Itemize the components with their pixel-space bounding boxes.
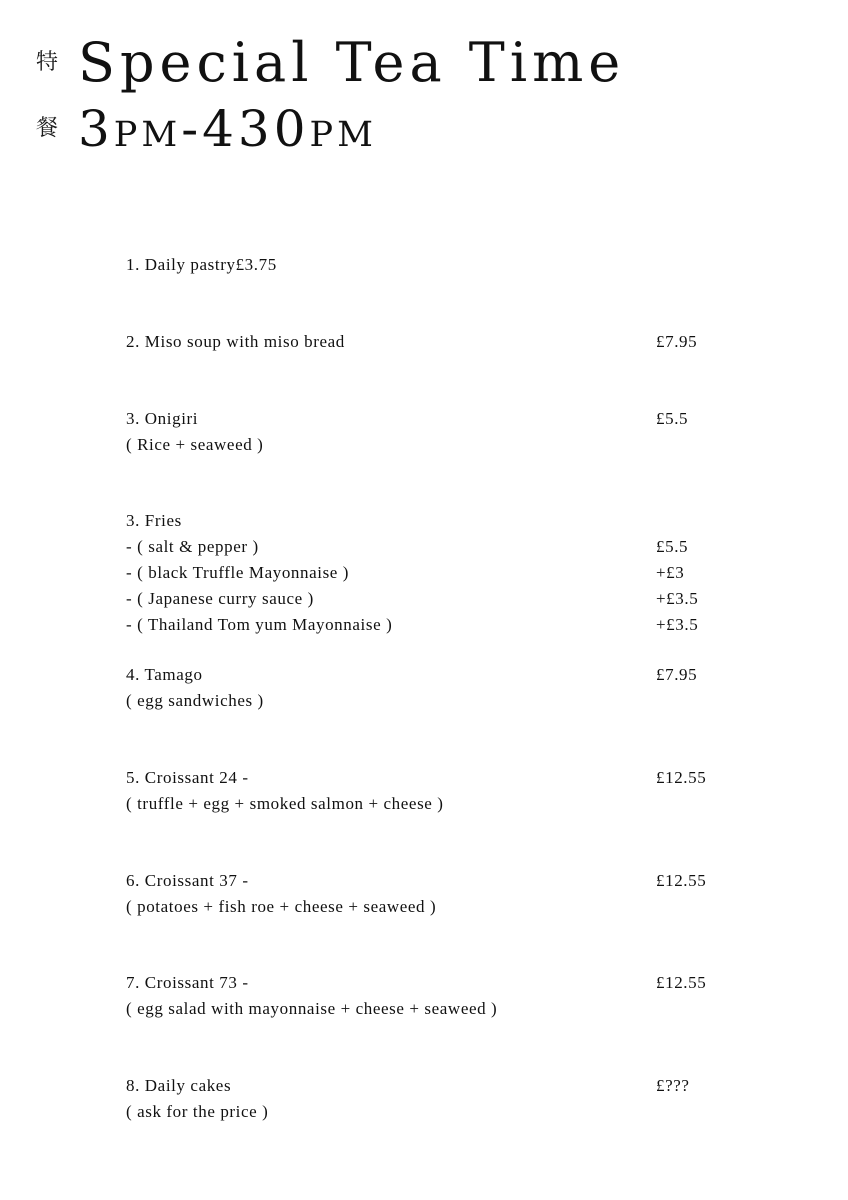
item-name: 8. Daily cakes [126,1076,232,1095]
option-label: - ( black Truffle Mayonnaise ) [126,563,350,582]
menu-item-daily-pastry [126,252,326,278]
fries-option [126,560,746,586]
option-price: +£3.5 [656,589,699,608]
menu-item-onigiri [126,406,746,458]
cjk-character-special: 特 [36,50,59,75]
item-name: 3. Fries [126,511,182,530]
item-price: £??? [656,1076,690,1095]
menu-item-croissant-73 [126,970,746,1022]
item-price: £12.55 [656,973,707,992]
item-name: 6. Croissant 37 - [126,871,249,890]
item-name: 7. Croissant 73 - [126,973,249,992]
item-price: £7.95 [656,332,698,351]
cjk-character-meal: 餐 [36,116,59,141]
option-price: +£3.5 [656,615,699,634]
item-description: ( truffle + egg + smoked salmon + cheese ) [126,794,444,813]
title-row [36,30,625,96]
option-label: - ( Japanese curry sauce ) [126,589,314,608]
item-description: ( egg salad with mayonnaise + cheese + seaweed ) [126,999,498,1018]
item-description: ( ask for the price ) [126,1102,269,1121]
menu-header [36,30,625,162]
menu-item-fries [126,508,746,638]
item-price: £5.5 [656,409,689,428]
menu-item-croissant-37 [126,868,746,920]
option-price: +£3 [656,563,685,582]
item-price: £7.95 [656,665,698,684]
item-name: 4. Tamago [126,665,203,684]
item-name: 2. Miso soup with miso bread [126,332,345,351]
item-description: ( egg sandwiches ) [126,691,264,710]
menu-item-croissant-24 [126,765,746,817]
item-description: ( Rice + seaweed ) [126,435,264,454]
menu-item-miso-soup [126,329,746,355]
fries-option [126,586,746,612]
option-label: - ( salt & pepper ) [126,537,259,556]
item-price: £12.55 [656,768,707,787]
menu-item-tamago [126,662,746,714]
fries-option [126,534,746,560]
hours-row [36,96,625,162]
option-label: - ( Thailand Tom yum Mayonnaise ) [126,615,393,634]
item-name: 1. Daily pastry [126,255,236,274]
item-name: 5. Croissant 24 - [126,768,249,787]
option-price: £5.5 [656,537,689,556]
menu-title: Special Tea Time [78,31,626,94]
menu-item-daily-cakes [126,1073,746,1125]
menu-hours: 3pm-430pm [78,100,377,158]
item-description: ( potatoes + fish roe + cheese + seaweed ) [126,897,437,916]
item-price: £3.75 [235,255,277,274]
item-name: 3. Onigiri [126,409,199,428]
fries-option [126,612,746,638]
item-price: £12.55 [656,871,707,890]
